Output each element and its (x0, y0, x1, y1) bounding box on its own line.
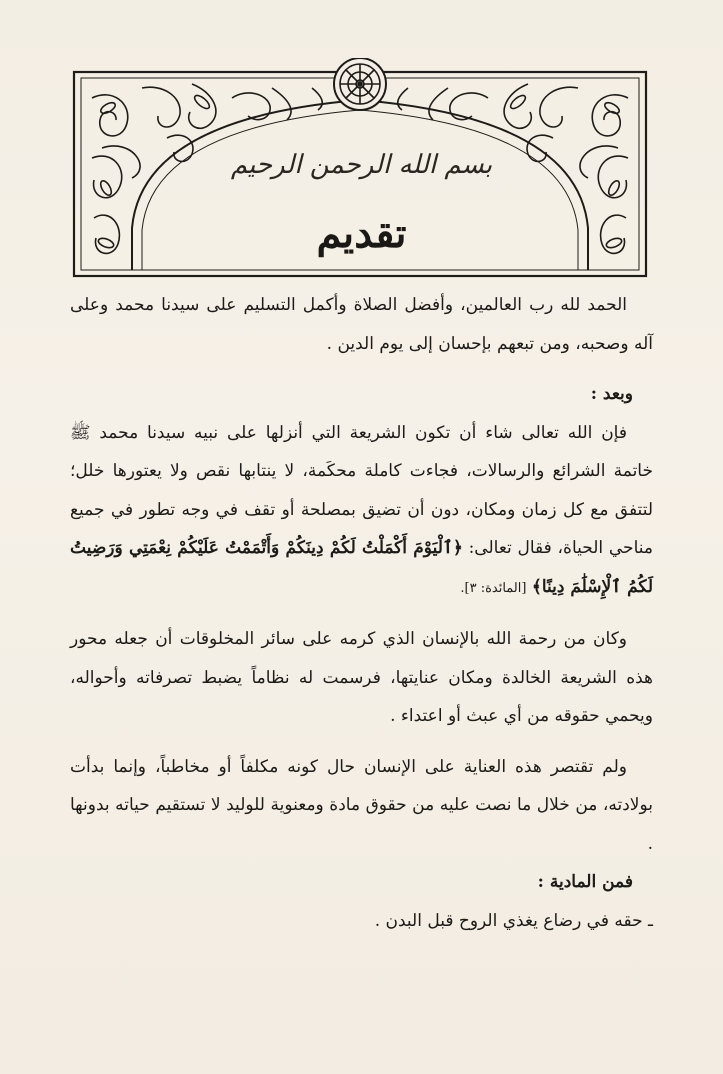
basmala-calligraphy: بسم الله الرحمن الرحيم (230, 150, 493, 180)
verse-reference: [المائدة: ٣]. (460, 580, 527, 596)
paragraph-4: ولم تقتصر هذه العناية على الإنسان حال كونه مكلفاً أو مخاطباً، وإنما بدأت بولادته، من خلال ما نصت عليه من حقوق مادة ومعنوية للوليد لا تستقيم حياته بدونها . (70, 756, 653, 854)
paragraph-2-text: فإن الله تعالى شاء أن تكون الشريعة التي أنزلها على نبيه سيدنا محمد ﷺ خاتمة الشرائع والرسالات، فجاءت كاملة محكَمة، لا ينتابها نقص ولا يعتورها خلل؛ لتتفق مع كل زمان ومكان، دون أن تضيق بمصلحة أو تقف في وجه تطور في جميع مناحي الحياة، فقال تعالى: (70, 422, 654, 558)
body-text (70, 286, 653, 940)
bullet-item-1: ـ حقه في رضاع يغذي الروح قبل البدن . (374, 910, 653, 931)
chapter-title: تقديم (316, 210, 407, 257)
material-rights-heading: فمن المادية : (537, 872, 633, 892)
paragraph-2 (70, 414, 653, 609)
paragraph-1: الحمد لله رب العالمين، وأفضل الصلاة وأكمل التسليم على سيدنا محمد وعلى آله وصحبه، ومن تبعهم بإحسان إلى يوم الدين . (70, 295, 653, 354)
quran-verse: ﴿ٱلْيَوْمَ أَكْمَلْتُ لَكُمْ دِينَكُمْ وَأَتْمَمْتُ عَلَيْكُمْ نِعْمَتِي وَرَضِيتُ لَكُمُ ٱلْإِسْلَٰمَ دِينًا﴾ (70, 538, 653, 597)
wa-baad-heading: وبعد : (590, 384, 633, 404)
paragraph-3: وكان من رحمة الله بالإنسان الذي كرمه على سائر المخلوقات أن جعله محور هذه الشريعة الخالدة ومكان عنايتها، فرسمت له نظاماً يضبط تصرفاته وأحواله، ويحمي حقوقه من أي عبث أو اعتداء . (70, 629, 653, 726)
